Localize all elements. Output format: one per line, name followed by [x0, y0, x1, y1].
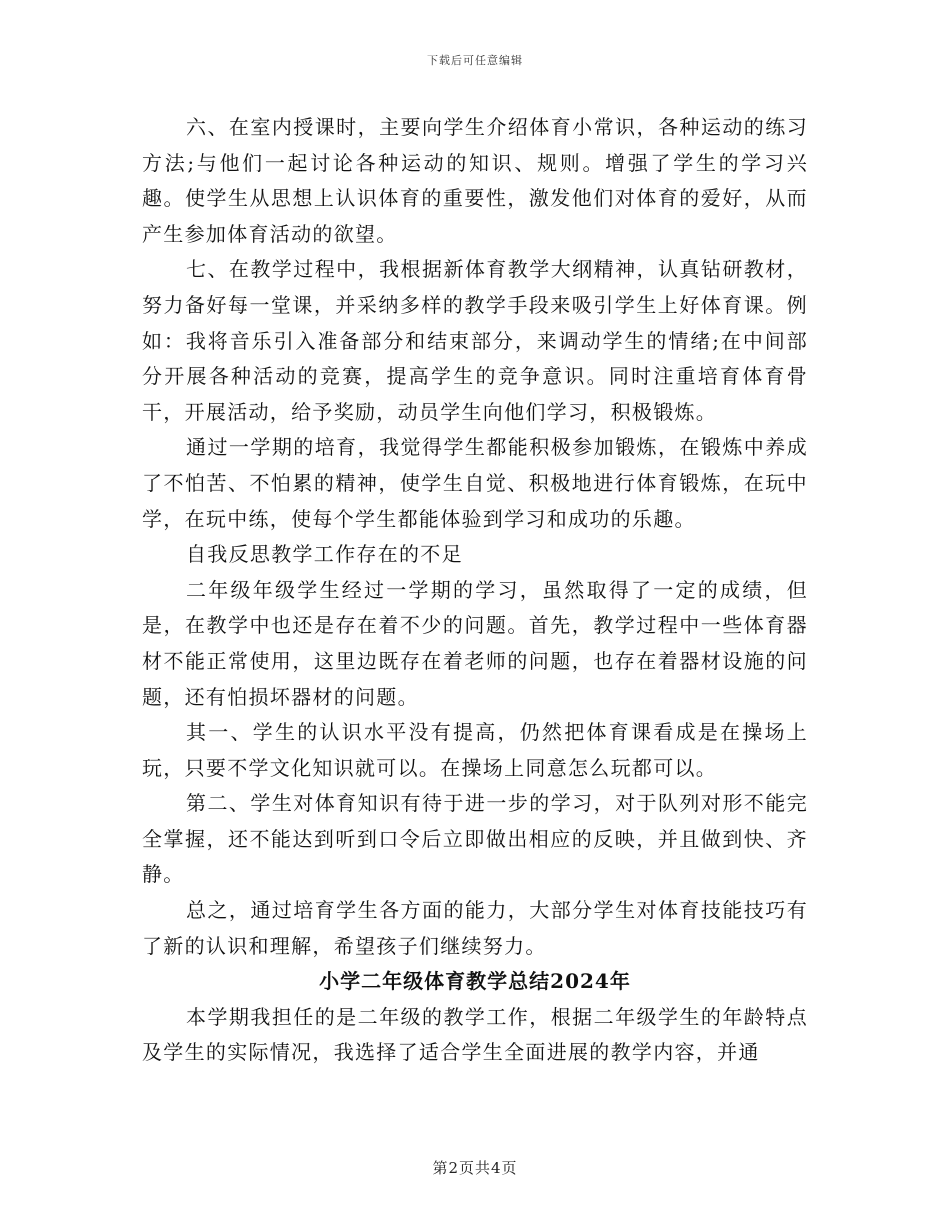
- paragraph-conclusion: 总之，通过培育学生各方面的能力，大部分学生对体育技能技巧有了新的认识和理解，希望孩子们继续努力。: [142, 898, 808, 958]
- section-title: 小学二年级体育教学总结2024年: [319, 969, 631, 994]
- paragraph-second-issue: 第二、学生对体育知识有待于进一步的学习，对于队列对形不能完全掌握，还不能达到听到口令后立即做出相应的反映，并且做到快、齐静。: [142, 791, 808, 887]
- page-header-note: 下载后可任意编辑: [427, 54, 523, 67]
- paragraph-summary: 通过一学期的培育，我觉得学生都能积极参加锻炼，在锻炼中养成了不怕苦、不怕累的精神，使学生自觉、积极地进行体育锻炼，在玩中学，在玩中练，使每个学生都能体验到学习和成功的乐趣。: [142, 435, 808, 531]
- paragraph-intro: 本学期我担任的是二年级的教学工作，根据二年级学生的年龄特点及学生的实际情况，我选择了适合学生全面进展的教学内容，并通: [142, 1004, 808, 1065]
- paragraph-problems: 二年级年级学生经过一学期的学习，虽然取得了一定的成绩，但是，在教学中也还是存在着不少的问题。首先，教学过程中一些体育器材不能正常使用，这里边既存在着老师的问题，也存在着器材设施的问题，还有怕损坏器材的问题。: [142, 577, 808, 709]
- subheading-reflection: 自我反思教学工作存在的不足: [186, 542, 463, 567]
- document-body: [142, 110, 808, 1071]
- paragraph-first-issue: 其一、学生的认识水平没有提高，仍然把体育课看成是在操场上玩，只要不学文化知识就可以。在操场上同意怎么玩都可以。: [142, 720, 808, 780]
- paragraph-six: 六、在室内授课时，主要向学生介绍体育小常识，各种运动的练习方法;与他们一起讨论各种运动的知识、规则。增强了学生的学习兴趣。使学生从思想上认识体育的重要性，激发他们对体育的爱好，从而产生参加体育活动的欲望。: [142, 115, 808, 246]
- paragraph-seven: 七、在教学过程中，我根据新体育教学大纲精神，认真钻研教材，努力备好每一堂课，并采纳多样的教学手段来吸引学生上好体育课。例如：我将音乐引入准备部分和结束部分，来调动学生的情绪;在中间部分开展各种活动的竞赛，提高学生的竞争意识。同时注重培育体育骨干，开展活动，给予奖励，动员学生向他们学习，积极锻炼。: [142, 257, 808, 424]
- page-number: 第2页共4页: [432, 1159, 518, 1177]
